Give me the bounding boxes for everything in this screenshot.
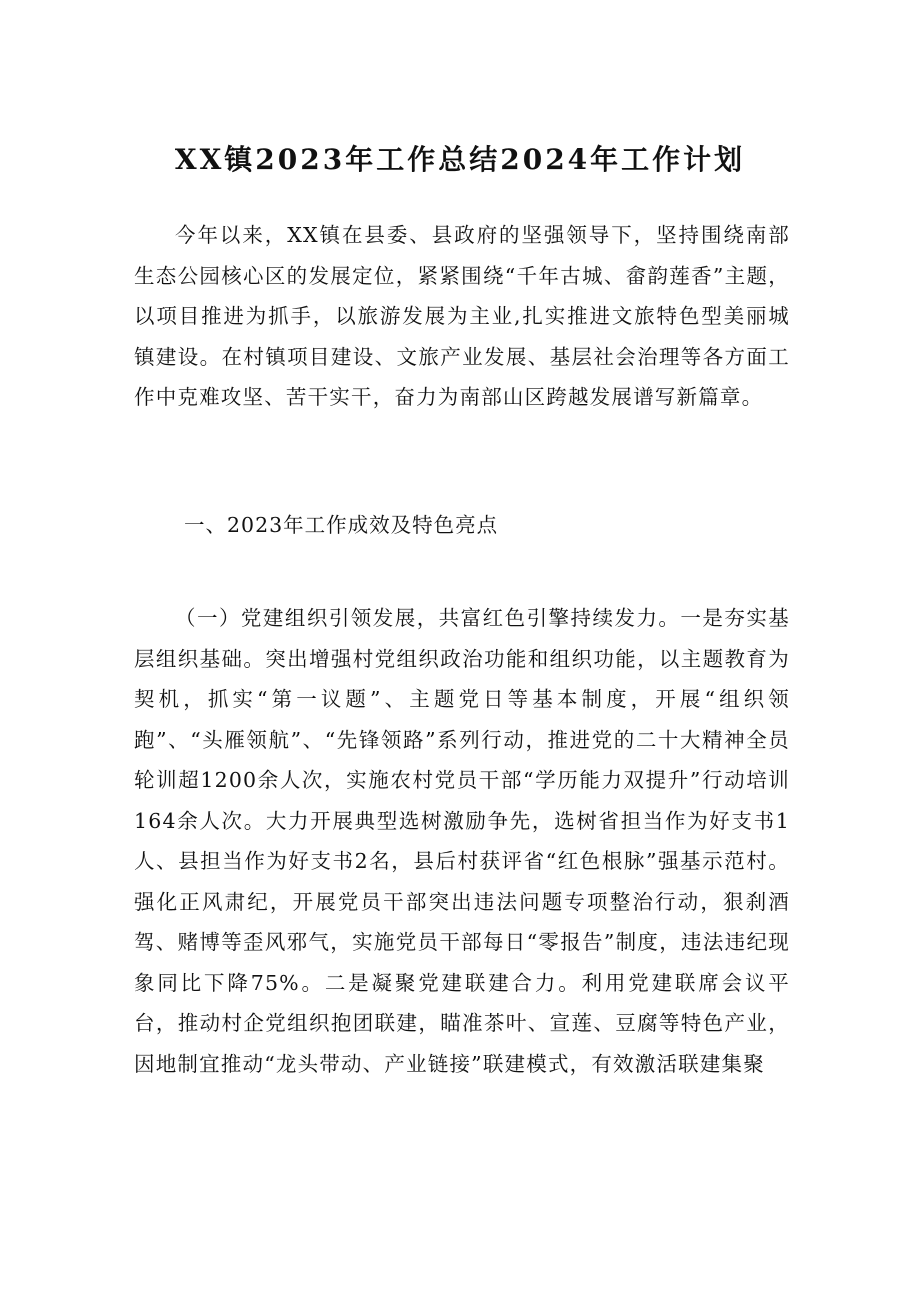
intro-paragraph: 今年以来，XX镇在县委、县政府的坚强领导下，坚持围绕南部生态公园核心区的发展定位，紧紧围绕“千年古城、畲韵莲香”主题，以项目推进为抓手，以旅游发展为主业,扎实推进文旅特色型美丽城镇建设。在村镇项目建设、文旅产业发展、基层社会治理等各方面工作中克难攻坚、苦干实干，奋力为南部山区跨越发展谱写新篇章。 — [134, 223, 790, 409]
document-title: XX镇2023年工作总结2024年工作计划 — [174, 143, 746, 176]
section-heading: 一、2023年工作成效及特色亮点 — [184, 513, 499, 537]
body-paragraph: （一）党建组织引领发展，共富红色引擎持续发力。一是夯实基层组织基础。突出增强村党组织政治功能和组织功能，以主题教育为契机，抓实“第一议题”、主题党日等基本制度，开展“组织领跑”、“头雁领航”、“先锋领路”系列行动，推进党的二十大精神全员轮训超1200余人次，实施农村党员干部“学历能力双提升”行动培训164余人次。大力开展典型选树激励争先，选树省担当作为好支书1人、县担当作为好支书2名，县后村获评省“红色根脉”强基示范村。强化正风肃纪，开展党员干部突出违法问题专项整治行动，狠刹酒驾、赌博等歪风邪气，实施党员干部每日“零报告”制度，违法违纪现象同比下降75%。二是凝聚党建联建合力。利用党建联席会议平台，推动村企党组织抱团联建，瞄准茶叶、宣莲、豆腐等特色产业，因地制宜推动“龙头带动、产业链接”联建模式，有效激活联建集聚 — [134, 606, 790, 1076]
